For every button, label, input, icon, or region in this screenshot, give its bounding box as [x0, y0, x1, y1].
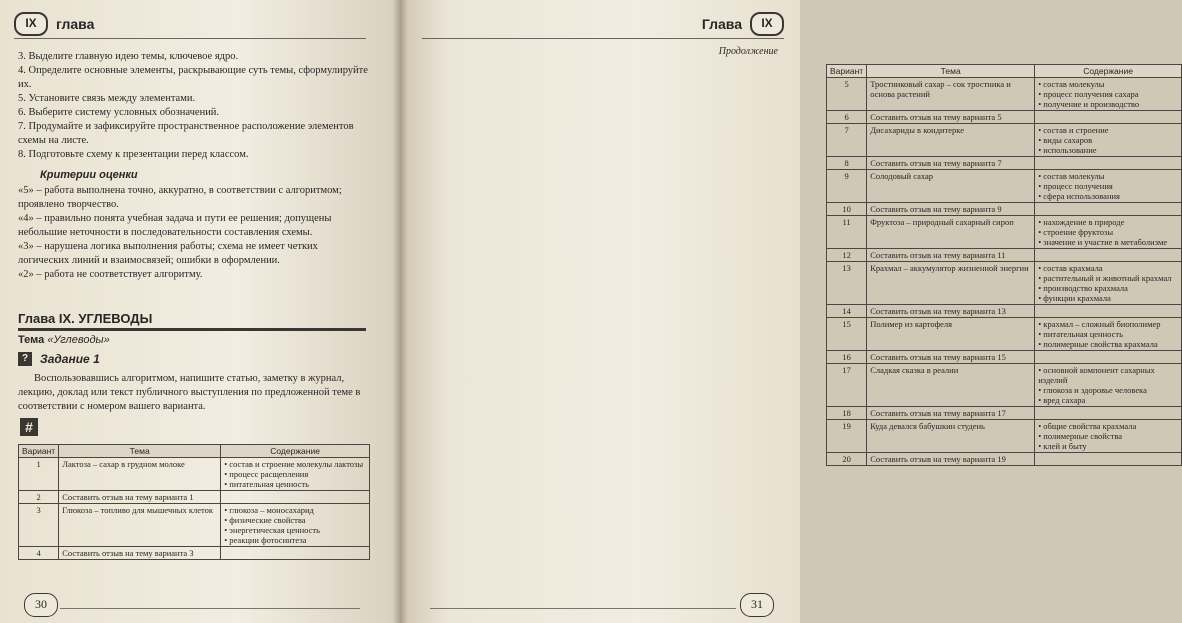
- right-chapter-header: [702, 12, 784, 36]
- variant-topic: Составить отзыв на тему варианта 19: [867, 453, 1035, 466]
- content-list: [1038, 319, 1178, 349]
- variant-topic: Полимер из картофеля: [867, 318, 1035, 351]
- content-item: • состав молекулы: [1038, 79, 1178, 89]
- table-row: [827, 305, 1182, 318]
- col-header-topic: Тема: [59, 445, 221, 458]
- content-item: • состав и строение молекулы лактозы: [224, 459, 366, 469]
- content-item: • глюкоза – моносахарид: [224, 505, 366, 515]
- content-list: [224, 505, 366, 545]
- variant-number: 17: [827, 364, 867, 407]
- variant-topic: Глюкоза – топливо для мышечных клеток: [59, 504, 221, 547]
- variant-number: 18: [827, 407, 867, 420]
- variant-number: 16: [827, 351, 867, 364]
- variant-topic: Составить отзыв на тему варианта 13: [867, 305, 1035, 318]
- variant-number: 8: [827, 157, 867, 170]
- content-item: • физические свойства: [224, 515, 366, 525]
- criteria-title: Критерии оценки: [40, 169, 138, 181]
- variant-topic: Составить отзыв на тему варианта 7: [867, 157, 1035, 170]
- variant-number: 19: [827, 420, 867, 453]
- step-item: 3. Выделите главную идею темы, ключевое ядро.: [18, 51, 239, 62]
- step-item: 6. Выберите систему условных обозначений.: [18, 107, 220, 118]
- right-table-body: [827, 78, 1182, 466]
- content-list: [1038, 171, 1178, 201]
- content-item: • виды сахаров: [1038, 135, 1178, 145]
- table-header-row: [19, 445, 370, 458]
- variant-content: [1035, 351, 1182, 364]
- variant-content: [221, 504, 370, 547]
- content-item: • состав молекулы: [1038, 171, 1178, 181]
- content-item: • основной компонент сахарных изделий: [1038, 365, 1178, 385]
- right-variants-table: [826, 64, 1182, 466]
- variant-content: [1035, 111, 1182, 124]
- variant-content: [1035, 420, 1182, 453]
- variant-number: 6: [827, 111, 867, 124]
- content-item: • значение и участие в метаболизме: [1038, 237, 1178, 247]
- variant-content: [1035, 407, 1182, 420]
- variant-number: 14: [827, 305, 867, 318]
- variant-number: 2: [19, 491, 59, 504]
- content-list: [224, 459, 366, 489]
- left-page: [0, 0, 400, 623]
- variant-topic: Дисахариды в кондитерке: [867, 124, 1035, 157]
- table-row: [827, 216, 1182, 249]
- variant-content: [1035, 170, 1182, 203]
- table-row: [19, 491, 370, 504]
- table-row: [827, 157, 1182, 170]
- criteria-item: «2» – работа не соответствует алгоритму.: [18, 269, 203, 280]
- table-row: [827, 407, 1182, 420]
- variant-topic: Тростниковый сахар – сок тростника и основа растений: [867, 78, 1035, 111]
- variant-content: [221, 547, 370, 560]
- footer-ornament: [430, 608, 736, 609]
- topic-label: Тема: [18, 334, 45, 346]
- variant-number: 15: [827, 318, 867, 351]
- content-item: • использование: [1038, 145, 1178, 155]
- content-item: • процесс получения: [1038, 181, 1178, 191]
- question-icon: ?: [18, 352, 32, 366]
- criteria-item: «3» – нарушена логика выполнения работы; схема не имеет четких логических линий и взаимосвязей; ошибки в оформлении.: [18, 241, 318, 266]
- criteria-item: «4» – правильно понята учебная задача и пути ее решения; допущены небольшие неточности в последовательности составления схемы.: [18, 213, 332, 238]
- content-item: • производство крахмала: [1038, 283, 1178, 293]
- variant-content: [1035, 124, 1182, 157]
- content-item: • питательная ценность: [1038, 329, 1178, 339]
- variant-content: [1035, 364, 1182, 407]
- table-row: [19, 547, 370, 560]
- content-list: [1038, 421, 1178, 451]
- variant-content: [1035, 216, 1182, 249]
- variant-topic: Составить отзыв на тему варианта 11: [867, 249, 1035, 262]
- content-item: • состав и строение: [1038, 125, 1178, 135]
- left-variants-table: [18, 444, 370, 560]
- table-row: [827, 364, 1182, 407]
- table-row: [827, 124, 1182, 157]
- content-item: • вред сахара: [1038, 395, 1178, 405]
- content-item: • полимерные свойства: [1038, 431, 1178, 441]
- variant-content: [1035, 157, 1182, 170]
- content-item: • энергетическая ценность: [224, 525, 366, 535]
- footer-ornament: [60, 608, 360, 609]
- content-item: • сфера использования: [1038, 191, 1178, 201]
- content-item: • клей и быту: [1038, 441, 1178, 451]
- variant-content: [1035, 453, 1182, 466]
- variant-topic: Крахмал – аккумулятор жизненной энергии: [867, 262, 1035, 305]
- table-row: [19, 458, 370, 491]
- criteria-item: «5» – работа выполнена точно, аккуратно, в соответствии с алгоритмом; проявлено творчество.: [18, 185, 342, 210]
- task-heading: [18, 352, 100, 366]
- variant-content: [1035, 78, 1182, 111]
- content-item: • состав крахмала: [1038, 263, 1178, 273]
- table-row: [827, 318, 1182, 351]
- col-header-content: Содержание: [1035, 65, 1182, 78]
- variant-topic: Составить отзыв на тему варианта 17: [867, 407, 1035, 420]
- content-list: [1038, 79, 1178, 109]
- col-header-content: Содержание: [221, 445, 370, 458]
- variant-content: [1035, 262, 1182, 305]
- step-item: 4. Определите основные элементы, раскрывающие суть темы, сформулируйте их.: [18, 65, 368, 90]
- header-rule: [14, 38, 366, 39]
- chapter-badge: IX: [14, 12, 48, 36]
- variant-number: 4: [19, 547, 59, 560]
- variant-number: 11: [827, 216, 867, 249]
- step-item: 7. Продумайте и зафиксируйте пространственное расположение элементов схемы на листе.: [18, 121, 354, 146]
- variant-topic: Солодовый сахар: [867, 170, 1035, 203]
- variant-content: [1035, 249, 1182, 262]
- col-header-variant: Вариант: [19, 445, 59, 458]
- left-body-text: [18, 50, 368, 282]
- variant-topic: Составить отзыв на тему варианта 3: [59, 547, 221, 560]
- col-header-variant: Вариант: [827, 65, 867, 78]
- step-item: 8. Подготовьте схему к презентации перед классом.: [18, 149, 249, 160]
- chapter-word: Глава: [701, 16, 742, 32]
- variant-number: 9: [827, 170, 867, 203]
- content-item: • полимерные свойства крахмала: [1038, 339, 1178, 349]
- content-item: • функции крахмала: [1038, 293, 1178, 303]
- variant-number: 3: [19, 504, 59, 547]
- table-row: [827, 420, 1182, 453]
- content-item: • процесс получения сахара: [1038, 89, 1178, 99]
- content-list: [1038, 217, 1178, 247]
- table-row: [827, 170, 1182, 203]
- content-list: [1038, 365, 1178, 405]
- variant-topic: Составить отзыв на тему варианта 15: [867, 351, 1035, 364]
- chapter-badge: IX: [750, 12, 784, 36]
- section-title: Глава IX. УГЛЕВОДЫ: [18, 311, 366, 331]
- variant-content: [221, 491, 370, 504]
- table-row: [827, 453, 1182, 466]
- right-page: [400, 0, 1172, 623]
- topic-line: [18, 334, 110, 346]
- task-label: Задание 1: [40, 352, 100, 366]
- page-number: 30: [24, 593, 58, 617]
- table-row: [827, 203, 1182, 216]
- table-row: [827, 262, 1182, 305]
- chapter-word: глава: [56, 16, 95, 32]
- variant-content: [1035, 318, 1182, 351]
- left-table-body: [19, 458, 370, 560]
- left-chapter-header: [14, 12, 94, 36]
- col-header-topic: Тема: [867, 65, 1035, 78]
- table-row: [19, 504, 370, 547]
- content-list: [1038, 263, 1178, 303]
- content-item: • реакции фотосинтеза: [224, 535, 366, 545]
- content-list: [1038, 125, 1178, 155]
- content-item: • общие свойства крахмала: [1038, 421, 1178, 431]
- content-item: • крахмал – сложный биополимер: [1038, 319, 1178, 329]
- variant-topic: Лактоза – сахар в грудном молоке: [59, 458, 221, 491]
- variant-topic: Составить отзыв на тему варианта 1: [59, 491, 221, 504]
- variant-content: [1035, 203, 1182, 216]
- topic-value: «Углеводы»: [47, 334, 110, 346]
- content-item: • строение фруктозы: [1038, 227, 1178, 237]
- variant-number: 1: [19, 458, 59, 491]
- table-header-row: [827, 65, 1182, 78]
- table-row: [827, 249, 1182, 262]
- page-number: 31: [740, 593, 774, 617]
- content-item: • глюкоза и здоровье человека: [1038, 385, 1178, 395]
- variant-content: [221, 458, 370, 491]
- book-gutter: [392, 0, 408, 623]
- variant-topic: Сладкая сказка в реалии: [867, 364, 1035, 407]
- variant-number: 12: [827, 249, 867, 262]
- variant-number: 13: [827, 262, 867, 305]
- variant-topic: Фруктоза – природный сахарный сироп: [867, 216, 1035, 249]
- content-item: • нахождение в природе: [1038, 217, 1178, 227]
- table-row: [827, 78, 1182, 111]
- header-rule: [422, 38, 784, 39]
- task-text: Воспользовавшись алгоритмом, напишите статью, заметку в журнал, лекцию, доклад или текст публичного выступления по предложенной теме в соответствии с номером вашего варианта.: [18, 373, 361, 412]
- variant-topic: Куда девался бабушкин студень: [867, 420, 1035, 453]
- variant-topic: Составить отзыв на тему варианта 9: [867, 203, 1035, 216]
- content-item: • питательная ценность: [224, 479, 366, 489]
- step-item: 5. Установите связь между элементами.: [18, 93, 196, 104]
- variant-number: 20: [827, 453, 867, 466]
- variant-number: 10: [827, 203, 867, 216]
- variant-number: 7: [827, 124, 867, 157]
- variant-content: [1035, 305, 1182, 318]
- variant-number: 5: [827, 78, 867, 111]
- content-item: • получение и производство: [1038, 99, 1178, 109]
- table-row: [827, 351, 1182, 364]
- continued-label: Продолжение: [718, 46, 778, 57]
- table-row: [827, 111, 1182, 124]
- hash-icon: #: [20, 418, 38, 436]
- content-item: • процесс расщепления: [224, 469, 366, 479]
- content-item: • растительный и животный крахмал: [1038, 273, 1178, 283]
- variant-topic: Составить отзыв на тему варианта 5: [867, 111, 1035, 124]
